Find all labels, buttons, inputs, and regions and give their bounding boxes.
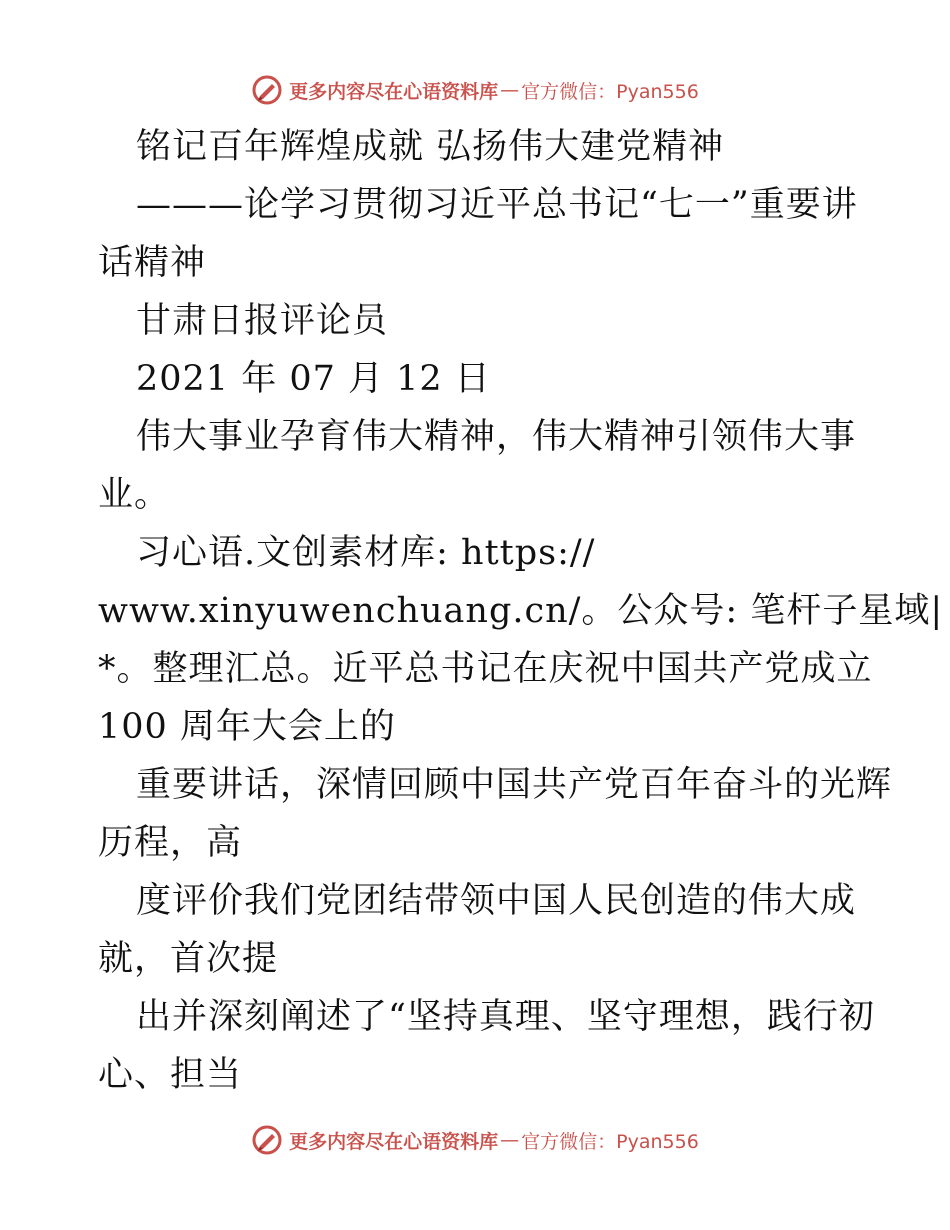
document-title: 铭记百年辉煌成就 弘扬伟大建党精神: [136, 127, 725, 167]
banner-wechat: 官方微信：Pyan556: [521, 1130, 699, 1153]
document-author: 甘肃日报评论员: [136, 301, 389, 341]
paragraph-line: 就，首次提: [98, 939, 279, 979]
document-body: [98, 118, 944, 1104]
paragraph-line: 历程，高: [98, 823, 243, 863]
pen-logo-icon: [251, 1124, 283, 1156]
paragraph-line: 业。: [98, 475, 171, 515]
footer-banner: [0, 1120, 950, 1160]
banner-separator: —: [500, 1129, 520, 1151]
header-banner: [0, 70, 950, 110]
banner-separator: —: [500, 79, 520, 101]
banner-text: 更多内容尽在心语资料库: [289, 80, 499, 103]
paragraph-line: 习心语.文创素材库: https://: [136, 533, 596, 573]
paragraph-line: 100 周年大会上的: [98, 707, 396, 747]
paragraph-line: 伟大事业孕育伟大精神，伟大精神引领伟大事: [136, 417, 857, 457]
pen-logo-icon: [251, 74, 283, 106]
banner-text: 更多内容尽在心语资料库: [289, 1130, 499, 1153]
document-date: 2021 年 07 月 12 日: [136, 359, 491, 399]
document-subtitle-line: ———论学习贯彻习近平总书记“七一”重要讲: [136, 185, 858, 225]
banner-wechat: 官方微信：Pyan556: [521, 80, 699, 103]
paragraph-line: 心、担当: [98, 1055, 243, 1095]
paragraph-line: 度评价我们党团结带领中国人民创造的伟大成: [136, 881, 857, 921]
paragraph-line: 出并深刻阐述了“坚持真理、坚守理想，践行初: [136, 997, 875, 1037]
document-subtitle-line: 话精神: [98, 243, 207, 283]
paragraph-line: *。整理汇总。近平总书记在庆祝中国共产党成立: [98, 649, 873, 689]
paragraph-line: www.xinyuwenchuang.cn/。公众号: 笔杆子星域|: [98, 591, 944, 631]
paragraph-line: 重要讲话，深情回顾中国共产党百年奋斗的光辉: [136, 765, 893, 805]
